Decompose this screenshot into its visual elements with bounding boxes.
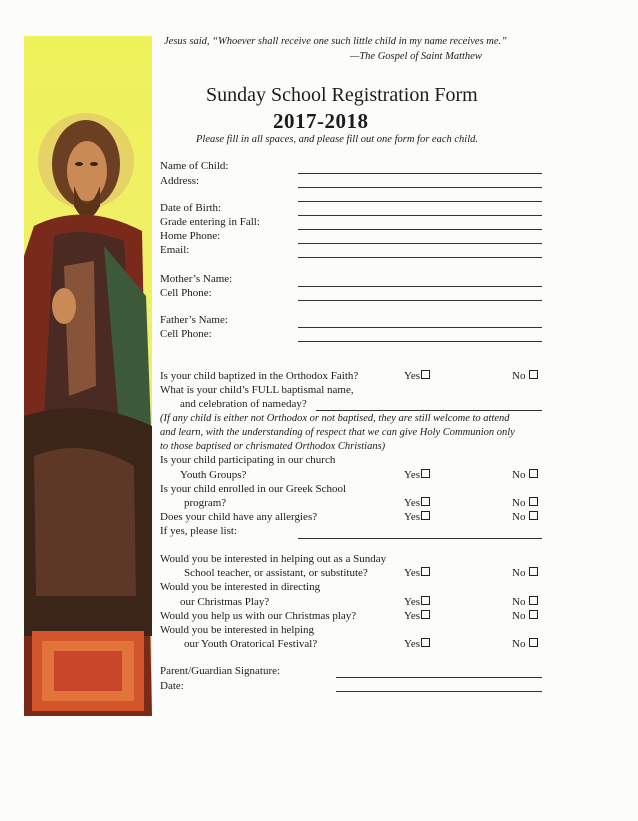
orthodox-note-1: (If any child is either not Orthodox or not baptised, they are still welcome to attend [160, 413, 510, 424]
allergies-yes[interactable] [404, 511, 430, 523]
checkbox-icon[interactable] [529, 638, 538, 647]
no-label: No [512, 638, 526, 650]
greek-question-1: Is your child enrolled in our Greek School [160, 483, 347, 495]
name-of-child-label: Name of Child: [160, 160, 229, 172]
allergies-no[interactable] [512, 511, 538, 523]
form-title: Sunday School Registration Form [206, 84, 478, 106]
orthodox-note-3: to those baptised or chrismated Orthodox Christians) [160, 441, 386, 452]
youth-yes[interactable] [404, 469, 430, 481]
yes-label: Yes [404, 469, 421, 481]
father-cell-line[interactable] [298, 341, 542, 342]
no-label: No [512, 511, 526, 523]
directing-no[interactable] [512, 596, 538, 608]
yes-label: Yes [404, 610, 421, 622]
email-label: Email: [160, 244, 190, 256]
checkbox-icon[interactable] [421, 610, 430, 619]
checkbox-icon[interactable] [421, 511, 430, 520]
youth-question-1: Is your child participating in our church [160, 454, 336, 466]
fathers-name-label: Father’s Name: [160, 314, 228, 326]
no-label: No [512, 596, 526, 608]
checkbox-icon[interactable] [529, 596, 538, 605]
baptismal-name-line[interactable] [316, 410, 542, 411]
quote-source: —The Gospel of Saint Matthew [350, 51, 482, 62]
checkbox-icon[interactable] [529, 610, 538, 619]
youth-no[interactable] [512, 469, 538, 481]
mothers-name-line[interactable] [298, 286, 542, 287]
parent-signature-label: Parent/Guardian Signature: [160, 665, 281, 677]
yes-label: Yes [404, 596, 421, 608]
fathers-name-line[interactable] [298, 327, 542, 328]
no-label: No [512, 567, 526, 579]
teacher-no[interactable] [512, 567, 538, 579]
home-phone-label: Home Phone: [160, 230, 221, 242]
checkbox-icon[interactable] [529, 469, 538, 478]
yes-label: Yes [404, 567, 421, 579]
oratorical-no[interactable] [512, 638, 538, 650]
greek-yes[interactable] [404, 497, 430, 509]
grade-line[interactable] [298, 229, 542, 230]
baptized-yes[interactable] [404, 370, 430, 382]
oratorical-question-1: Would you be interested in helping [160, 624, 314, 636]
teacher-question-2: School teacher, or assistant, or substitute? [184, 567, 368, 579]
yes-label: Yes [404, 370, 421, 382]
help-play-question: Would you help us with our Christmas play? [160, 610, 357, 622]
no-label: No [512, 370, 526, 382]
checkbox-icon[interactable] [529, 497, 538, 506]
no-label: No [512, 469, 526, 481]
address-label: Address: [160, 175, 200, 187]
greek-question-2: program? [184, 497, 227, 509]
form-year: 2017-2018 [273, 109, 369, 133]
date-of-birth-label: Date of Birth: [160, 202, 222, 214]
address-line-2[interactable] [298, 201, 542, 202]
baptized-no[interactable] [512, 370, 538, 382]
yes-label: Yes [404, 511, 421, 523]
checkbox-icon[interactable] [421, 497, 430, 506]
oratorical-yes[interactable] [404, 638, 430, 650]
mother-cell-line[interactable] [298, 300, 542, 301]
checkbox-icon[interactable] [529, 567, 538, 576]
allergies-list-label: If yes, please list: [160, 525, 237, 537]
mother-cell-label: Cell Phone: [160, 287, 212, 299]
teacher-question-1: Would you be interested in helping out as a Sunday [160, 553, 387, 565]
directing-yes[interactable] [404, 596, 430, 608]
christ-icon-image [24, 36, 152, 716]
orthodox-note-2: and learn, with the understanding of respect that we can give Holy Communion only [160, 427, 515, 438]
form-instructions: Please fill in all spaces, and please fill out one form for each child. [196, 134, 479, 145]
date-line[interactable] [336, 691, 542, 692]
checkbox-icon[interactable] [529, 370, 538, 379]
grade-label: Grade entering in Fall: [160, 216, 260, 228]
checkbox-icon[interactable] [421, 469, 430, 478]
checkbox-icon[interactable] [421, 596, 430, 605]
checkbox-icon[interactable] [421, 370, 430, 379]
father-cell-label: Cell Phone: [160, 328, 212, 340]
directing-question-1: Would you be interested in directing [160, 581, 321, 593]
baptismal-name-question-1: What is your child’s FULL baptismal name, [160, 384, 354, 396]
quote-text: Jesus said, “Whoever shall receive one such little child in my name receives me.” [164, 36, 507, 47]
date-of-birth-line[interactable] [298, 215, 542, 216]
youth-question-2: Youth Groups? [180, 469, 247, 481]
help-play-yes[interactable] [404, 610, 430, 622]
oratorical-question-2: our Youth Oratorical Festival? [184, 638, 318, 650]
checkbox-icon[interactable] [529, 511, 538, 520]
email-line[interactable] [298, 257, 542, 258]
yes-label: Yes [404, 638, 421, 650]
allergies-list-line[interactable] [298, 538, 542, 539]
allergies-question: Does your child have any allergies? [160, 511, 318, 523]
help-play-no[interactable] [512, 610, 538, 622]
checkbox-icon[interactable] [421, 567, 430, 576]
parent-signature-line[interactable] [336, 677, 542, 678]
address-line-1[interactable] [298, 187, 542, 188]
no-label: No [512, 610, 526, 622]
name-of-child-line[interactable] [298, 173, 542, 174]
mothers-name-label: Mother’s Name: [160, 273, 233, 285]
date-label: Date: [160, 680, 184, 692]
checkbox-icon[interactable] [421, 638, 430, 647]
greek-no[interactable] [512, 497, 538, 509]
directing-question-2: our Christmas Play? [180, 596, 270, 608]
baptized-question: Is your child baptized in the Orthodox Faith? [160, 370, 359, 382]
baptismal-name-question-2: and celebration of nameday? [180, 398, 307, 410]
teacher-yes[interactable] [404, 567, 430, 579]
home-phone-line[interactable] [298, 243, 542, 244]
yes-label: Yes [404, 497, 421, 509]
no-label: No [512, 497, 526, 509]
